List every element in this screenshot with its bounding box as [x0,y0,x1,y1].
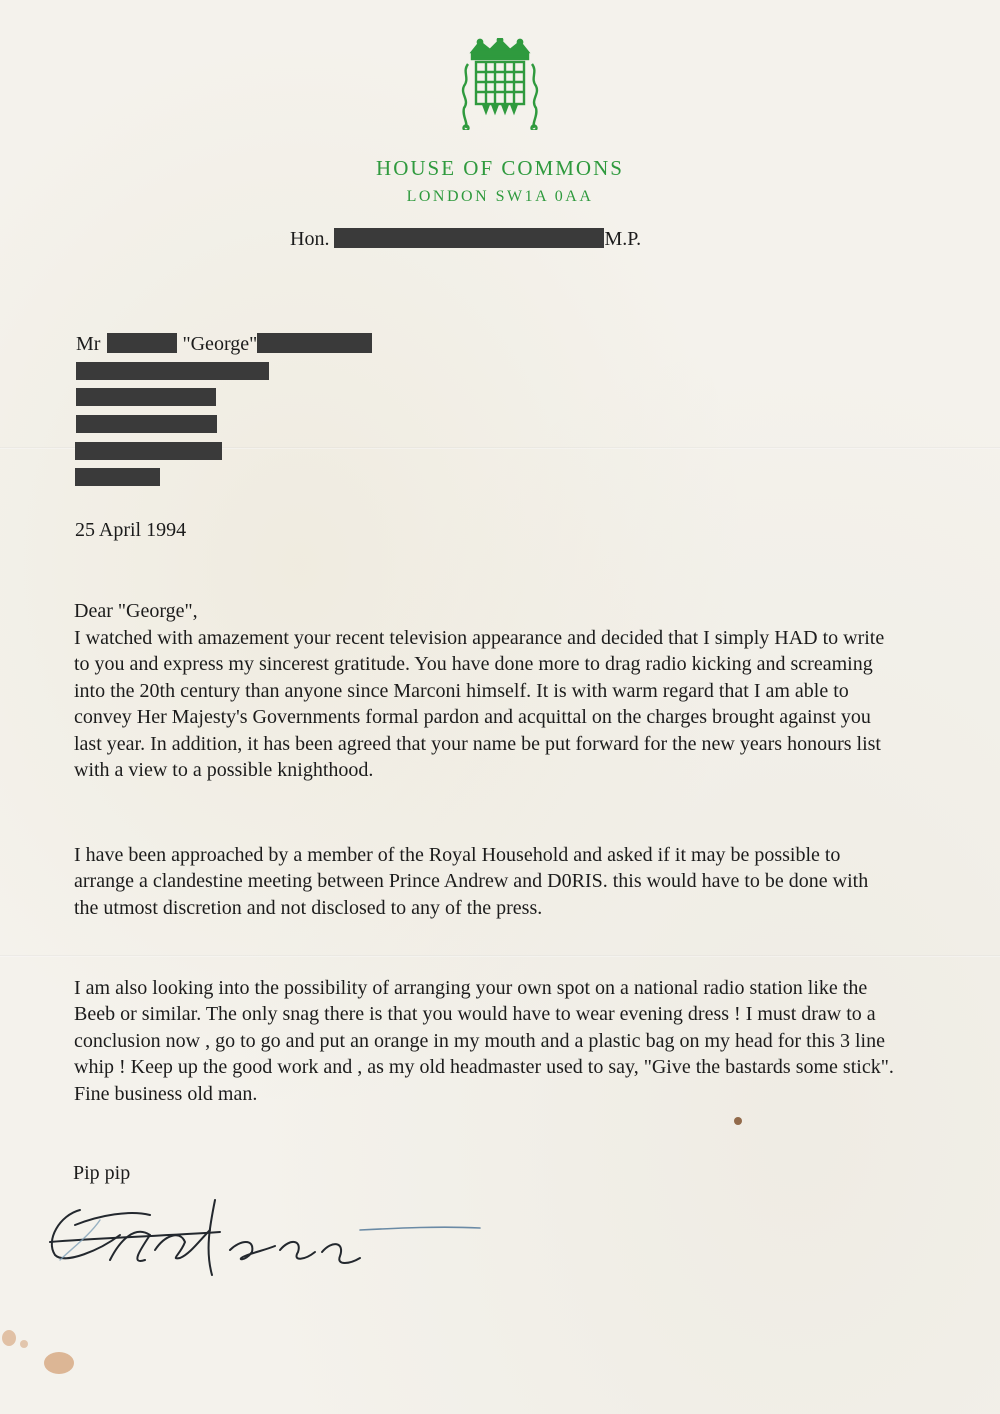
stain-spot [44,1352,74,1374]
handwritten-signature-icon [40,1180,490,1290]
paragraph-text: I have been approached by a member of the Royal Household and asked if it may be possible to arrange a clandestine meeting between Prince Andrew and D0RIS. this would have to be done with the utmost discretion and not disclosed to any of the press. [74,844,869,919]
redaction-bar [76,415,217,433]
mp-suffix: M.P. [604,228,642,250]
recipient-nickname: "George" [182,333,258,355]
redaction-bar [107,333,177,353]
redaction-bar [76,362,269,380]
paragraph-3 [74,975,894,1107]
redaction-bar [334,228,604,248]
redaction-bar [257,333,372,353]
letterhead-title: HOUSE OF COMMONS [376,156,624,180]
paragraph-2 [74,842,894,921]
recipient-name-line [76,333,372,356]
recipient-prefix: Mr [76,333,101,355]
redaction-bar [75,442,222,460]
letterhead-address: LONDON SW1A 0AA [406,188,594,205]
mp-name-line [290,228,641,251]
paragraph-text: I watched with amazement your recent television appearance and decided that I simply HAD to write to you and express my sincerest gratitude. You have done more to drag radio kicking and screaming into the 20th century than anyone since Marconi himself. It is with warm regard that I am able to convey Her Majesty's Governments formal pardon and acquittal on the charges brought against you last year. In addition, it has been agreed that your name be put forward for the new years honours list with a view to a possible knighthood. [74,627,885,782]
stain-spot [20,1340,28,1348]
redaction-bar [76,388,216,406]
portcullis-crest-icon [458,38,542,130]
stain-spot [2,1330,16,1346]
paragraph-text: I am also looking into the possibility of arranging your own spot on a national radio station like the Beeb or similar. The only snag there is that you would have to wear evening dress ! I must draw to a conclusion now , go to go and put an orange in my mouth and a plastic bag on my head for this 3 line whip ! Keep up the good work and , as my old headmaster used to say, "Give the bastards some stick". Fine business old man. [74,977,894,1105]
signoff: Pip pip [73,1162,131,1184]
paper-fold [0,955,1000,957]
mp-prefix: Hon. [290,228,330,250]
ink-spot [734,1117,742,1125]
redaction-bar [75,468,160,486]
salutation: Dear "George", [74,600,198,622]
paragraph-1 [74,625,894,783]
letter-date: 25 April 1994 [75,519,187,541]
